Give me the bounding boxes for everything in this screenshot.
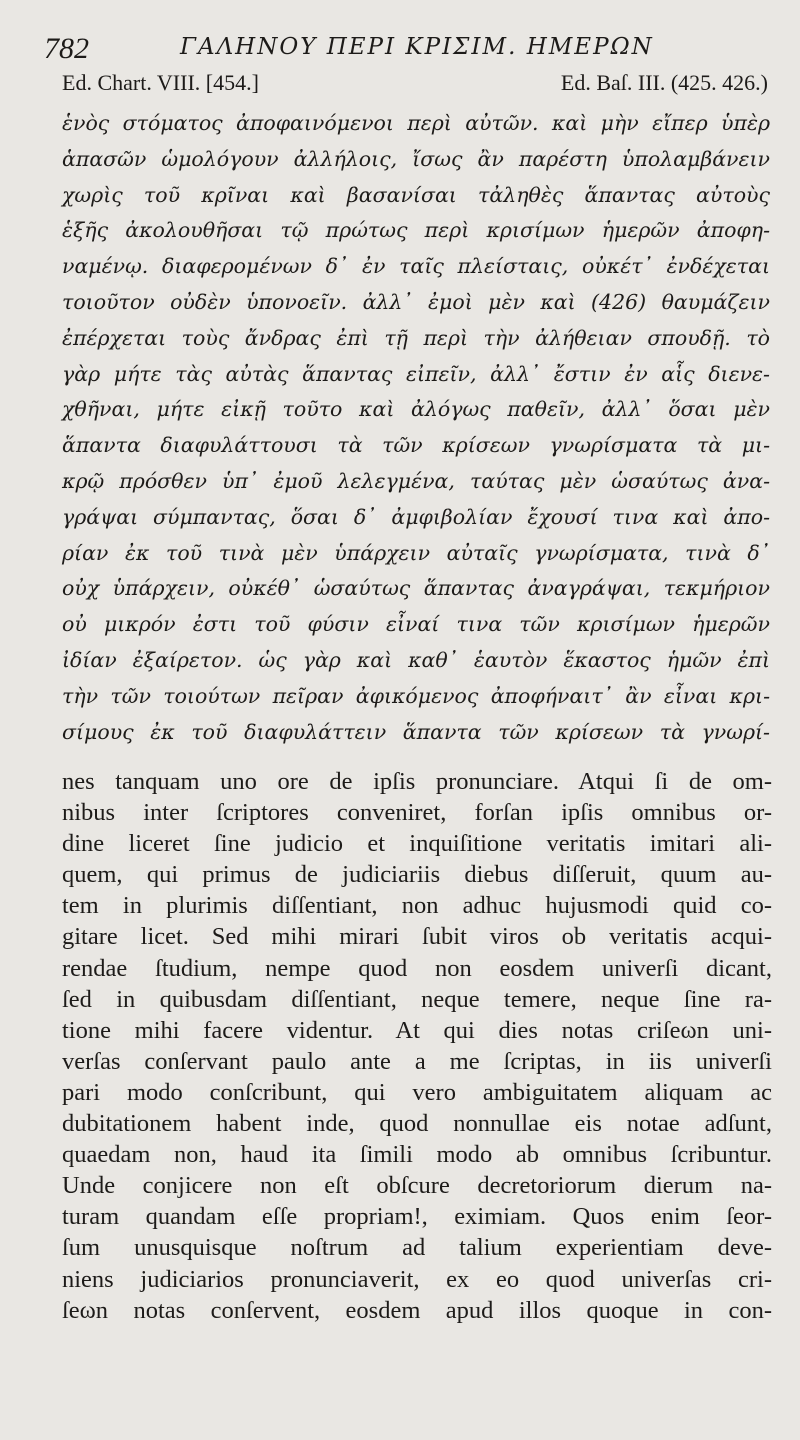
greek-text-line: ἑξῆς ἀκολουθῆσαι τῷ πρώτως περὶ κρισίμων ἡμερῶν ἀποφη-	[62, 218, 770, 243]
greek-text-line: ἐπέρχεται τοὺς ἄνδρας ἐπὶ τῇ περὶ τὴν ἀλήθειαν σπουδῇ. τὸ	[62, 325, 770, 350]
greek-text-line: γὰρ μήτε τὰς αὐτὰς ἅπαντας εἰπεῖν, ἀλλ᾽ ἔστιν ἐν αἷς διενε-	[62, 361, 770, 386]
greek-text-line: χθῆναι, μήτε εἰκῇ τοῦτο καὶ ἀλόγως παθεῖν, ἀλλ᾽ ὅσαι μὲν	[62, 397, 770, 422]
greek-text-line: ἅπαντα διαφυλάττουσι τὰ τῶν κρίσεων γνωρίσματα τὰ μι-	[62, 433, 770, 458]
greek-text-line: γράψαι σύμπαντας, ὅσαι δ᾽ ἀμφιβολίαν ἔχουσί τινα καὶ ἀπο-	[62, 504, 770, 529]
greek-text-line: κρῷ πρόσθεν ὑπ᾽ ἐμοῦ λελεγμένα, ταύτας μὲν ὡσαύτως ἀνα-	[62, 468, 770, 493]
edition-chartier: Ed. Chart. VIII. [454.]	[62, 70, 259, 95]
latin-text-line: nibus inter ſcriptores conveniret, forſan ipſis omnibus or-	[62, 799, 772, 827]
latin-text-line: tione mihi facere videntur. At qui dies notas criſeωn uni-	[62, 1016, 772, 1044]
latin-text-block	[62, 766, 772, 1326]
latin-text-line: rendae ſtudium, nempe quod non eosdem univerſi dicant,	[62, 954, 772, 982]
greek-text-line: οὐ μικρόν ἐστι τοῦ φύσιν εἶναί τινα τῶν κρισίμων ἡμερῶν	[62, 612, 770, 637]
edition-references	[62, 70, 768, 102]
latin-text-line: quem, qui primus de judiciariis diebus diſſeruit, quum au-	[62, 861, 772, 889]
greek-text-line: ἰδίαν ἐξαίρετον. ὡς γὰρ καὶ καθ᾽ ἑαυτὸν ἕκαστος ἡμῶν ἐπὶ	[62, 647, 770, 672]
greek-text-line: σίμους ἐκ τοῦ διαφυλάττειν ἅπαντα τῶν κρίσεων τὰ γνωρί-	[62, 719, 770, 744]
latin-text-line: dine liceret ſine judicio et inquiſitione veritatis imitari ali-	[62, 830, 772, 858]
running-title: ΓΑΛΗΝΟΥ ΠΕΡΙ ΚΡΙΣΙΜ. ΗΜΕΡΩΝ	[180, 34, 654, 60]
greek-text-line: τὴν τῶν τοιούτων πεῖραν ἀφικόμενος ἀποφήναιτ᾽ ἂν εἶναι κρι-	[62, 683, 770, 708]
greek-text-line: ἑνὸς στόματος ἀποφαινόμενοι περὶ αὐτῶν. καὶ μὴν εἴπερ ὑπὲρ	[62, 111, 770, 135]
edition-basel: Ed. Baſ. III. (425. 426.)	[560, 70, 768, 95]
greek-text-block	[62, 106, 770, 750]
greek-text-line: οὐχ ὑπάρχειν, οὐκέθ᾽ ὡσαύτως ἅπαντας ἀναγράψαι, τεκμήριον	[62, 576, 770, 601]
latin-text-line: tem in plurimis diſſentiant, non adhuc hujusmodi quid co-	[62, 892, 772, 920]
latin-text-line: turam quandam eſſe propriam!, eximiam. Quos enim ſeor-	[62, 1203, 772, 1231]
greek-text-line: χωρὶς τοῦ κρῖναι καὶ βασανίσαι τἀληθὲς ἅπαντας αὐτοὺς	[62, 182, 770, 207]
latin-text-line: niens judiciarios pronunciaverit, ex eo quod univerſas cri-	[62, 1265, 772, 1293]
latin-text-line: ſeωn notas conſervent, eosdem apud illos quoque in con-	[62, 1296, 772, 1324]
latin-text-line: quaedam non, haud ita ſimili modo ab omnibus ſcribuntur.	[62, 1141, 772, 1169]
latin-text-line: Unde conjicere non eſt obſcure decretoriorum dierum na-	[62, 1172, 772, 1200]
greek-text-line: ναμένῳ. διαφερομένων δ᾽ ἐν ταῖς πλείσταις, οὐκέτ᾽ ἐνδέχεται	[62, 254, 770, 279]
latin-text-line: verſas conſervant paulo ante a me ſcriptas, in iis univerſi	[62, 1047, 772, 1075]
page-number: 782	[44, 32, 89, 65]
latin-text-line: ſum unusquisque noſtrum ad talium experientiam deve-	[62, 1234, 772, 1262]
greek-text-line: ρίαν ἐκ τοῦ τινὰ μὲν ὑπάρχειν αὐταῖς γνωρίσματα, τινὰ δ᾽	[62, 540, 770, 565]
latin-text-line: nes tanquam uno ore de ipſis pronunciare. Atqui ſi de om-	[62, 768, 772, 795]
latin-text-line: dubitationem habent inde, quod nonnullae eis notae adſunt,	[62, 1110, 772, 1138]
page-header	[40, 28, 770, 68]
latin-text-line: pari modo conſcribunt, qui vero ambiguitatem aliquam ac	[62, 1078, 772, 1106]
latin-text-line: ſed in quibusdam diſſentiant, neque temere, neque ſine ra-	[62, 985, 772, 1013]
greek-text-line: τοιοῦτον οὐδὲν ὑπονοεῖν. ἀλλ᾽ ἐμοὶ μὲν καὶ (426) θαυμάζειν	[62, 289, 770, 314]
greek-text-line: ἁπασῶν ὡμολόγουν ἀλλήλοις, ἴσως ἂν παρέστη ὑπολαμβάνειν	[62, 146, 770, 171]
latin-text-line: gitare licet. Sed mihi mirari ſubit viros ob veritatis acqui-	[62, 923, 772, 951]
